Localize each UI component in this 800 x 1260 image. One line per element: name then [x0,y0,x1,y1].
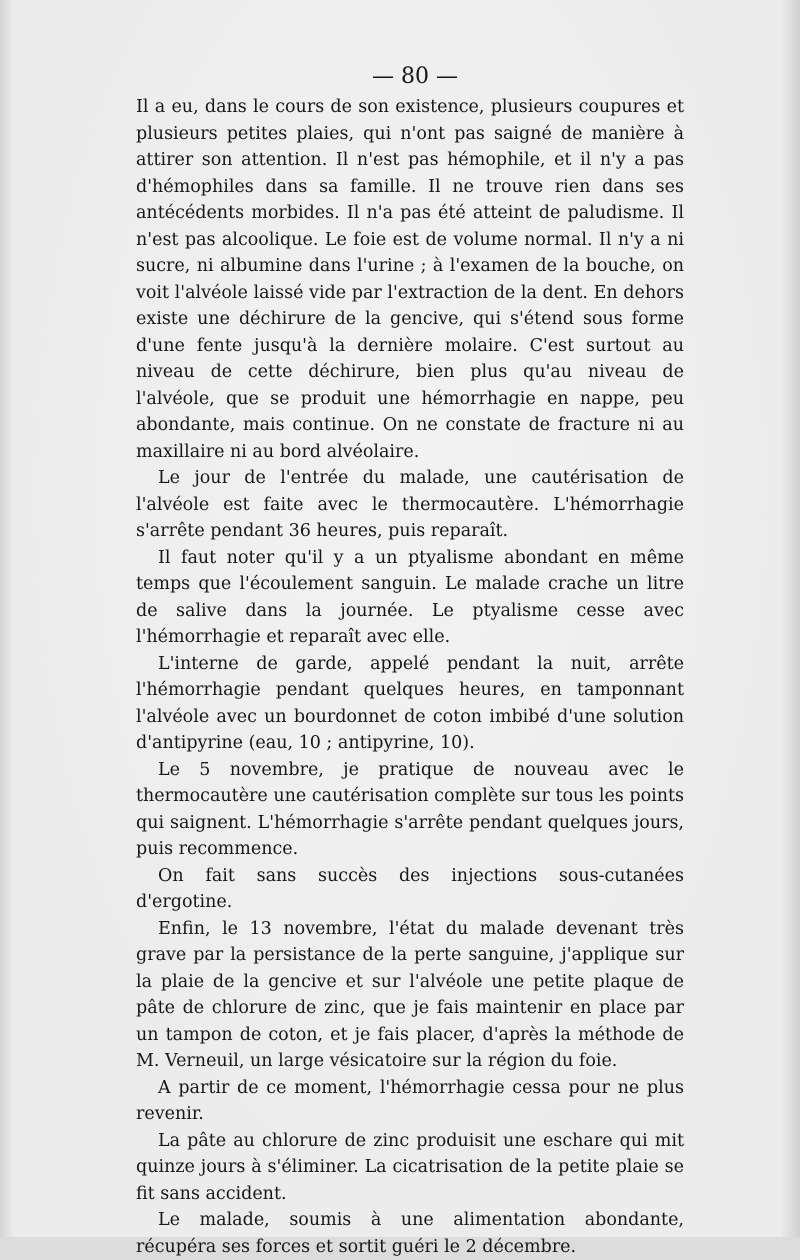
paragraph: A partir de ce moment, l'hémorrhagie cessa pour ne plus revenir. [136,1077,684,1124]
paragraph: Il a eu, dans le cours de son existence, plusieurs coupures et plusieurs petites plaies, qui n'ont pas saigné de manière à attirer son attention. Il n'est pas hémophile, et il n'y a pas d'hémophiles dans sa famille. Il ne trouve rien dans ses antécédents morbides. Il n'a pas été atteint de paludisme. Il n'est pas alcoolique. Le foie est de volume normal. Il n'y a ni sucre, ni albumine dans l'urine ; à l'examen de la bouche, on voit l'alvéole laissé vide par l'extraction de la dent. En dehors existe une déchirure de la gencive, qui s'étend sous forme d'une fente jusqu'à la dernière molaire. C'est surtout au niveau de cette déchirure, bien plus qu'au niveau de l'alvéole, que se produit une hémorrhagie en nappe, peu abondante, mais continue. On ne constate de fracture ni au maxillaire ni au bord alvéolaire. [136,97,684,462]
paragraph: Le jour de l'entrée du malade, une cautérisation de l'alvéole est faite avec le thermocautère. L'hémorrhagie s'arrête pendant 36 heures, puis reparaît. [136,468,684,541]
paragraph: Le malade, soumis à une alimentation abondante, récupéra ses forces et sortit guéri le 2 décembre. [136,1210,684,1257]
paragraph: Le 5 novembre, je pratique de nouveau avec le thermocautère une cautérisation complète sur tous les points qui saignent. L'hémorrhagie s'arrête pendant quelques jours, puis recommence. [136,759,684,859]
paragraph: Il faut noter qu'il y a un ptyalisme abondant en même temps que l'écoulement sanguin. Le malade crache un litre de salive dans la journée. Le ptyalisme cesse avec l'hémorrhagie et reparaît avec elle. [136,547,684,647]
body-text [136,94,684,1260]
paragraph: La pâte au chlorure de zinc produisit une eschare qui mit quinze jours à s'éliminer. La cicatrisation de la petite plaie se fit sans accident. [136,1130,684,1204]
page-number: — 80 — [372,64,458,89]
paragraph: L'interne de garde, appelé pendant la nuit, arrête l'hémorrhagie pendant quelques heures, en tamponnant l'alvéole avec un bourdonnet de coton imbibé d'une solution d'antipyrine (eau, 10 ; antipyrine, 10). [136,653,684,753]
paragraph: Enfin, le 13 novembre, l'état du malade devenant très grave par la persistance de la perte sanguine, j'applique sur la plaie de la gencive et sur l'alvéole une petite plaque de pâte de chlorure de zinc, que je fais maintenir en place par un tampon de coton, et je fais placer, d'après la méthode de M. Verneuil, un large vésicatoire sur la région du foie. [136,918,684,1071]
paragraph: On fait sans succès des injections sous-cutanées d'ergotine. [136,865,684,912]
